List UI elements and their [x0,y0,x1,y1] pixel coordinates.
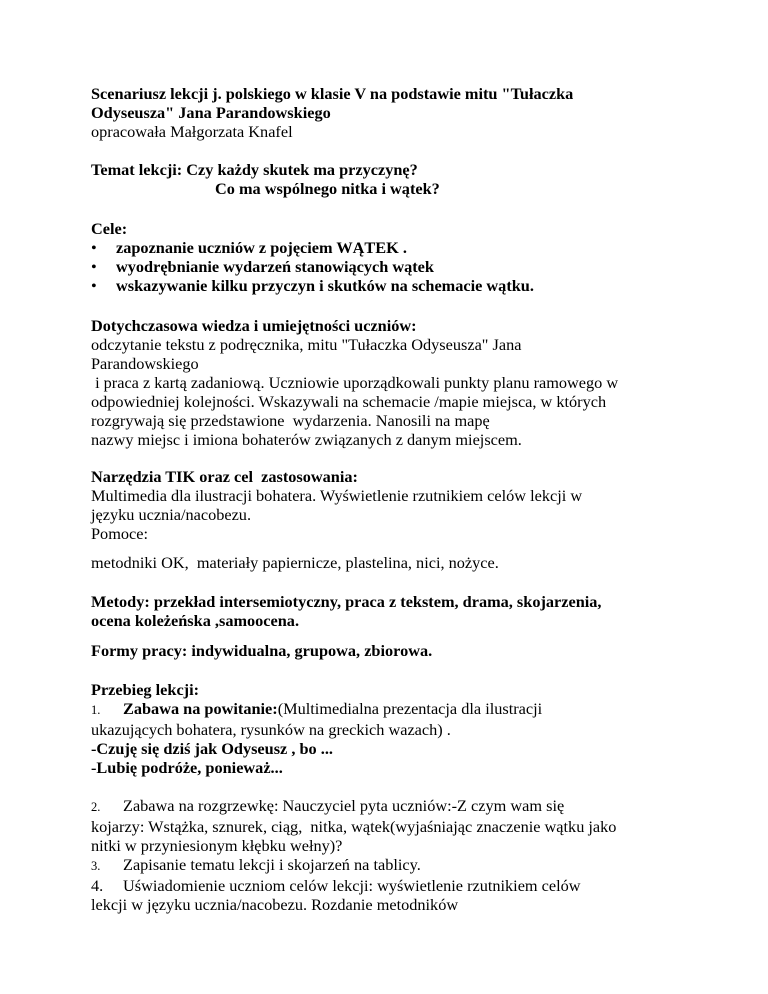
step-text: kojarzy: Wstążka, sznurek, ciąg, nitka, wątek(wyjaśniając znaczenie wątku jako [91,817,617,836]
step-number: 4. [91,876,104,895]
tools-section [91,467,691,543]
goals-section [91,219,691,295]
paragraph-line: odczytanie tekstu z podręcznika, mitu "Tułaczka Odyseusza" Jana [91,335,522,354]
step-text: ukazujących bohatera, rysunków na greckich wazach) . [91,720,451,739]
goal-text: wyodrębnianie wydarzeń stanowiących wątek [116,257,434,276]
paragraph-line: odpowiedniej kolejności. Wskazywali na schemacie /mapie miejsca, w których [91,392,607,411]
step-number: 2. [91,800,101,814]
goal-item [91,276,691,295]
lesson-flow-heading: Przebieg lekcji: [91,680,200,699]
lesson-step [91,699,691,720]
step-text: nitki w przyniesionym kłębku wełny)? [91,836,343,855]
paragraph-line: języku ucznia/nacobezu. [91,505,252,524]
aids-label: Pomoce: [91,524,148,543]
step-text: (Multimedialna prezentacja dla ilustracji [277,699,543,718]
title-line-2: Odyseusza" Jana Parandowskiego [91,103,331,122]
aids-list [91,553,691,572]
lesson-step [91,796,691,817]
step-number: 3. [91,859,101,873]
bullet-icon: • [91,276,97,295]
lesson-step [91,855,691,876]
topic-line-2: Co ma wspólnego nitka i wątek? [215,179,440,198]
step-title: Zabawa na powitanie: [123,699,278,718]
lesson-topic [91,160,691,198]
work-forms-text: Formy pracy: indywidualna, grupowa, zbiorowa. [91,641,433,660]
step-text: Uświadomienie uczniom celów lekcji: wyświetlenie rzutnikiem celów [123,876,581,895]
prior-knowledge-heading: Dotychczasowa wiedza i umiejętności uczniów: [91,316,417,335]
methods-line-1: Metody: przekład intersemiotyczny, praca z tekstem, drama, skojarzenia, [91,592,602,611]
paragraph-line: nazwy miejsc i imiona bohaterów związanych z danym miejscem. [91,430,522,449]
author-line: opracowała Małgorzata Knafel [91,122,293,141]
step-number: 1. [91,703,101,717]
goal-text: zapoznanie uczniów z pojęciem WĄTEK . [116,238,407,257]
prompt-line: -Lubię podróże, ponieważ... [91,758,283,777]
aids-text: metodniki OK, materiały papiernicze, plastelina, nici, nożyce. [91,553,499,572]
paragraph-line: Multimedia dla ilustracji bohatera. Wyświetlenie rzutnikiem celów lekcji w [91,486,583,505]
tools-heading: Narzędzia TIK oraz cel zastosowania: [91,467,358,486]
goal-text: wskazywanie kilku przyczyn i skutków na schemacie wątku. [116,276,534,295]
goal-item [91,238,691,257]
methods-line-2: ocena koleżeńska ,samoocena. [91,611,300,630]
step-text: Zapisanie tematu lekcji i skojarzeń na tablicy. [123,855,421,874]
topic-line-1: Temat lekcji: Czy każdy skutek ma przyczynę? [91,160,418,179]
lesson-flow-section [91,680,691,777]
prior-knowledge-section [91,316,691,449]
methods-section [91,592,691,630]
work-forms-section [91,641,691,660]
document-header [91,84,691,141]
lesson-steps-continued [91,796,691,914]
paragraph-line: i praca z kartą zadaniową. Uczniowie uporządkowali punkty planu ramowego w [91,373,619,392]
title-line-1: Scenariusz lekcji j. polskiego w klasie V na podstawie mitu "Tułaczka [91,84,574,103]
lesson-step [91,876,691,895]
paragraph-line: Parandowskiego [91,354,199,373]
paragraph-line: rozgrywają się przedstawione wydarzenia. Nanosili na mapę [91,411,490,430]
goals-heading: Cele: [91,219,128,238]
bullet-icon: • [91,257,97,276]
goal-item [91,257,691,276]
bullet-icon: • [91,238,97,257]
prompt-line: -Czuję się dziś jak Odyseusz , bo ... [91,739,333,758]
step-text: Zabawa na rozgrzewkę: Nauczyciel pyta uczniów:-Z czym wam się [123,796,565,815]
step-text: lekcji w języku ucznia/nacobezu. Rozdanie metodników [91,895,459,914]
